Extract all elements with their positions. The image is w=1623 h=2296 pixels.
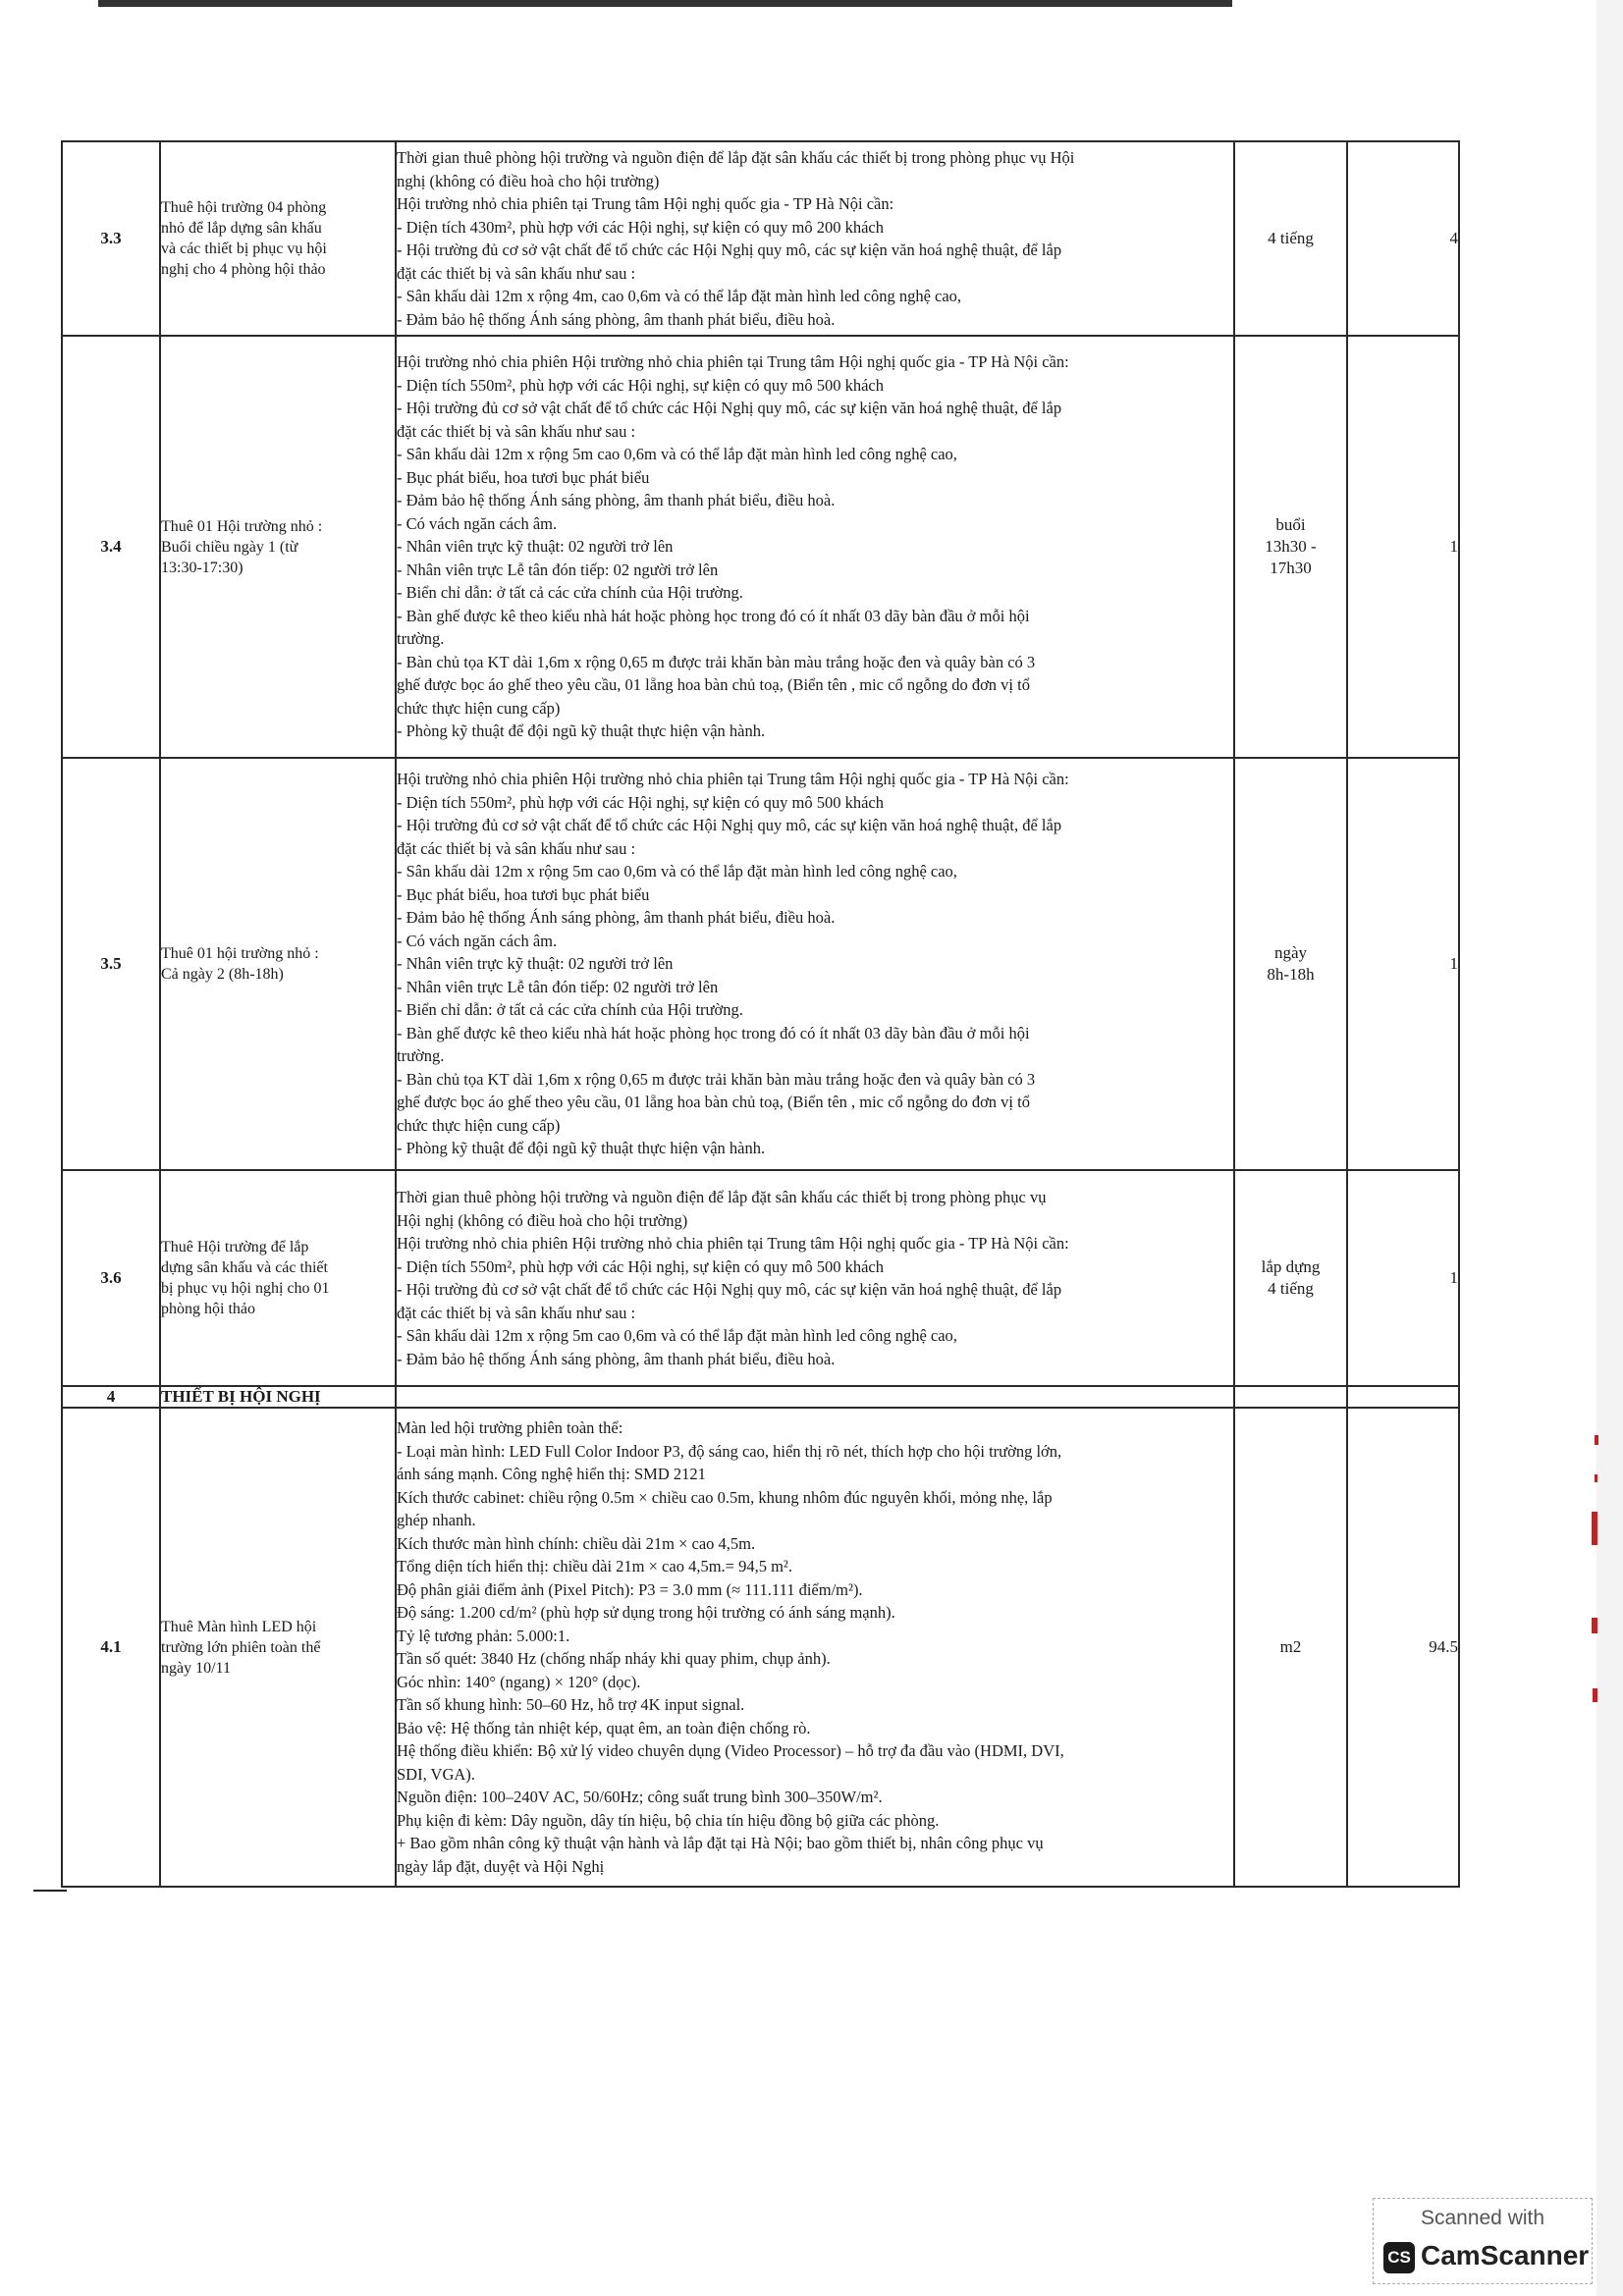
desc-line: - Bục phát biểu, hoa tươi bục phát biểu [397,884,650,904]
item-unit [1234,758,1347,1170]
unit-line: 13h30 - [1265,537,1317,556]
desc-line: - Bàn ghế được kê theo kiểu nhà hát hoặc phòng học trong đó có ít nhất 03 dãy bàn đầu ở mỗi hội [397,606,1030,625]
unit-line: lắp dựng [1261,1257,1321,1276]
unit-line: 17h30 [1270,559,1312,577]
name-line: dựng sân khấu và các thiết [161,1259,328,1276]
desc-line: ghế được bọc áo ghế theo yêu cầu, 01 lẵng hoa bàn chủ toạ, (Biển tên , mic cổ ngỗng do đơn vị tổ [397,675,1030,695]
desc-line: - Sân khấu dài 12m x rộng 4m, cao 0,6m và có thể lắp đặt màn hình led công nghệ cao, [397,287,962,305]
row-number: 3.5 [62,758,160,1170]
desc-line: - Hội trường đủ cơ sở vật chất để tổ chức các Hội Nghị quy mô, các sự kiện văn hoá nghệ thuật, để lắp [397,816,1062,835]
desc-line: - Bàn ghế được kê theo kiểu nhà hát hoặc phòng học trong đó có ít nhất 03 dãy bàn đầu ở mỗi hội [397,1023,1030,1042]
desc-line: đặt các thiết bị và sân khấu như sau : [397,1303,636,1322]
section-title: THIẾT BỊ HỘI NGHỊ [160,1386,396,1408]
desc-line: chức thực hiện cung cấp) [397,698,561,718]
desc-line: - Phòng kỹ thuật để đội ngũ kỹ thuật thực hiện vận hành. [397,721,766,741]
item-name [160,758,396,1170]
name-line: Thuê Hội trường để lắp [161,1239,309,1255]
desc-line: Hội trường nhỏ chia phiên tại Trung tâm Hội nghị quốc gia - TP Hà Nội cần: [397,194,894,213]
desc-line: - Hội trường đủ cơ sở vật chất để tổ chức các Hội Nghị quy mô, các sự kiện văn hoá nghệ thuật, để lắp [397,1280,1062,1299]
desc-line: - Sân khấu dài 12m x rộng 5m cao 0,6m và có thể lắp đặt màn hình led công nghệ cao, [397,862,957,881]
desc-line: đặt các thiết bị và sân khấu như sau : [397,838,636,858]
section-empty-cell [396,1386,1234,1408]
item-description [396,1408,1234,1887]
desc-line: ghế được bọc áo ghế theo yêu cầu, 01 lẵng hoa bàn chủ toạ, (Biển tên , mic cổ ngỗng do đơn vị tổ [397,1093,1030,1112]
name-line: Cả ngày 2 (8h-18h) [161,966,284,983]
item-quantity: 1 [1347,1170,1459,1386]
desc-line: - Sân khấu dài 12m x rộng 5m cao 0,6m và có thể lắp đặt màn hình led công nghệ cao, [397,1326,957,1345]
section-empty-cell [1347,1386,1459,1408]
item-unit [1234,141,1347,336]
name-line: Thuê Màn hình LED hội [161,1618,317,1635]
name-line: ngày 10/11 [161,1659,231,1677]
section-number: 4 [62,1386,160,1408]
desc-line: - Biển chỉ dẫn: ở tất cả các cửa chính của Hội trường. [397,583,743,603]
desc-line: Bảo vệ: Hệ thống tản nhiệt kép, quạt êm, an toàn điện chống rò. [397,1718,811,1737]
table-section-header [62,1386,1459,1408]
unit-line: 4 tiếng [1268,1279,1314,1298]
desc-line: nghị (không có điều hoà cho hội trường) [397,171,660,190]
table-row-3-6 [62,1170,1459,1386]
desc-line: ngày lắp đặt, duyệt và Hội Nghị [397,1856,605,1876]
desc-line: - Đảm bảo hệ thống Ánh sáng phòng, âm thanh phát biểu, điều hoà. [397,491,836,510]
name-line: và các thiết bị phục vụ hội [161,240,327,257]
item-quantity: 94.5 [1347,1408,1459,1887]
desc-line: Phụ kiện đi kèm: Dây nguồn, dây tín hiệu, bộ chia tín hiệu đồng bộ giữa các phòng. [397,1810,940,1830]
name-line: 13:30-17:30) [161,559,243,576]
item-description [396,758,1234,1170]
desc-line: - Diện tích 550m², phù hợp với các Hội nghị, sự kiện có quy mô 500 khách [397,1256,885,1276]
desc-line: đặt các thiết bị và sân khấu như sau : [397,421,636,441]
item-quantity: 1 [1347,758,1459,1170]
desc-line: - Bàn chủ tọa KT dài 1,6m x rộng 0,65 m được trải khăn bàn màu trắng hoặc đen và quây bàn có 3 [397,1069,1036,1089]
desc-line: - Biển chỉ dẫn: ở tất cả các cửa chính của Hội trường. [397,1000,743,1020]
item-name [160,1170,396,1386]
desc-line: Hệ thống điều khiển: Bộ xử lý video chuyên dụng (Video Processor) – hỗ trợ đa đầu vào (HDMI, DVI, [397,1741,1064,1760]
item-unit [1234,336,1347,758]
item-description [396,336,1234,758]
item-quantity: 4 [1347,141,1459,336]
desc-line: Tần số khung hình: 50–60 Hz, hỗ trợ 4K input signal. [397,1695,745,1714]
desc-line: ghép nhanh. [397,1511,476,1529]
name-line: Thuê hội trường 04 phòng [161,199,327,216]
row-number: 4.1 [62,1408,160,1887]
desc-line: chức thực hiện cung cấp) [397,1115,561,1135]
name-line: bị phục vụ hội nghị cho 01 [161,1280,330,1297]
desc-line: Hội trường nhỏ chia phiên Hội trường nhỏ chia phiên tại Trung tâm Hội nghị quốc gia - TP Hà Nội cần: [397,770,1069,789]
desc-line: SDI, VGA). [397,1764,475,1784]
red-mark-4 [1592,1618,1597,1633]
item-unit [1234,1170,1347,1386]
unit-line: ngày [1273,943,1308,962]
desc-line: - Nhân viên trực kỹ thuật: 02 người trở lên [397,537,674,557]
unit-line: buổi [1275,515,1306,534]
desc-line: Tỷ lệ tương phản: 5.000:1. [397,1626,570,1645]
desc-line: Nguồn điện: 100–240V AC, 50/60Hz; công suất trung bình 300–350W/m². [397,1788,883,1806]
desc-line: - Đảm bảo hệ thống Ánh sáng phòng, âm thanh phát biểu, điều hoà. [397,1349,836,1368]
desc-line: - Diện tích 430m², phù hợp với các Hội nghị, sự kiện có quy mô 200 khách [397,217,885,237]
camscanner-badge [1373,2198,1593,2284]
desc-line: - Loại màn hình: LED Full Color Indoor P3, độ sáng cao, hiển thị rõ nét, thích hợp cho hội trường lớn, [397,1441,1062,1461]
desc-line: - Nhân viên trực Lễ tân đón tiếp: 02 người trở lên [397,977,719,996]
desc-line: Hội trường nhỏ chia phiên Hội trường nhỏ chia phiên tại Trung tâm Hội nghị quốc gia - TP Hà Nội cần: [397,1234,1069,1253]
desc-line: Góc nhìn: 140° (ngang) × 120° (dọc). [397,1672,641,1691]
unit-line: m2 [1279,1637,1302,1656]
desc-line: Màn led hội trường phiên toàn thể: [397,1418,623,1437]
name-line: nghị cho 4 phòng hội thảo [161,261,326,278]
desc-line: + Bao gồm nhân công kỹ thuật vận hành và lắp đặt tại Hà Nội; bao gồm thiết bị, nhân công phục vụ [397,1834,1044,1852]
table-row-3-5 [62,758,1459,1170]
row-number: 3.6 [62,1170,160,1386]
camscanner-logo-icon: CS [1383,2242,1415,2273]
desc-line: - Diện tích 550m², phù hợp với các Hội nghị, sự kiện có quy mô 500 khách [397,792,885,812]
unit-line: 8h-18h [1267,965,1315,984]
desc-line: Thời gian thuê phòng hội trường và nguồn điện để lắp đặt sân khấu các thiết bị trong phòng phục vụ Hội [397,148,1075,167]
desc-line: ánh sáng mạnh. Công nghệ hiển thị: SMD 2121 [397,1465,706,1483]
table-row-4-1 [62,1408,1459,1887]
desc-line: Độ phân giải điểm ảnh (Pixel Pitch): P3 = 3.0 mm (≈ 111.111 điểm/m²). [397,1579,863,1599]
desc-line: - Diện tích 550m², phù hợp với các Hội nghị, sự kiện có quy mô 500 khách [397,375,885,395]
item-name [160,336,396,758]
desc-line: - Có vách ngăn cách âm. [397,513,558,533]
desc-line: - Hội trường đủ cơ sở vật chất để tổ chức các Hội Nghị quy mô, các sự kiện văn hoá nghệ thuật, để lắp [397,399,1062,418]
section-empty-cell [1234,1386,1347,1408]
desc-line: đặt các thiết bị và sân khấu như sau : [397,263,636,283]
item-unit [1234,1408,1347,1887]
table-row-3-3 [62,141,1459,336]
desc-line: - Sân khấu dài 12m x rộng 5m cao 0,6m và có thể lắp đặt màn hình led công nghệ cao, [397,445,957,464]
item-description [396,1170,1234,1386]
item-name [160,141,396,336]
badge-scanned-with: Scanned with [1420,2207,1545,2229]
red-mark-5 [1593,1688,1597,1702]
desc-line: Hội trường nhỏ chia phiên Hội trường nhỏ chia phiên tại Trung tâm Hội nghị quốc gia - TP Hà Nội cần: [397,352,1069,372]
item-quantity: 1 [1347,336,1459,758]
desc-line: trường. [397,629,445,649]
specification-table [61,140,1460,1888]
desc-line: Tổng diện tích hiển thị: chiều dài 21m × cao 4,5m.= 94,5 m². [397,1557,792,1575]
name-line: Thuê 01 hội trường nhỏ : [161,945,319,962]
desc-line: - Nhân viên trực Lễ tân đón tiếp: 02 người trở lên [397,560,719,579]
row-number: 3.4 [62,336,160,758]
desc-line: - Có vách ngăn cách âm. [397,931,558,950]
scan-top-edge [98,0,1232,7]
desc-line: - Bục phát biểu, hoa tươi bục phát biểu [397,467,650,487]
scan-right-margin [1596,0,1623,2296]
name-line: Buổi chiều ngày 1 (từ [161,538,298,556]
name-line: trường lớn phiên toàn thể [161,1638,321,1656]
red-mark-1 [1595,1435,1598,1445]
desc-line: - Hội trường đủ cơ sở vật chất để tổ chức các Hội Nghị quy mô, các sự kiện văn hoá nghệ thuật, để lắp [397,240,1062,259]
desc-line: - Đảm bảo hệ thống Ánh sáng phòng, âm thanh phát biểu, điều hoà. [397,309,836,329]
name-line: phòng hội thảo [161,1301,255,1317]
row-number: 3.3 [62,141,160,336]
red-mark-3 [1592,1512,1597,1545]
item-description [396,141,1234,336]
red-mark-2 [1595,1474,1597,1482]
desc-line: - Bàn chủ tọa KT dài 1,6m x rộng 0,65 m được trải khăn bàn màu trắng hoặc đen và quây bàn có 3 [397,652,1036,671]
desc-line: Kích thước cabinet: chiều rộng 0.5m × chiều cao 0.5m, khung nhôm đúc nguyên khối, mỏng nhẹ, lắp [397,1487,1053,1507]
desc-line: Hội nghị (không có điều hoà cho hội trường) [397,1210,688,1230]
badge-brand: CamScanner [1421,2240,1590,2270]
unit-line: 4 tiếng [1268,229,1314,247]
desc-line: trường. [397,1046,445,1066]
name-line: Thuê 01 Hội trường nhỏ : [161,517,323,535]
desc-line: Độ sáng: 1.200 cd/m² (phù hợp sử dụng trong hội trường có ánh sáng mạnh). [397,1603,895,1622]
desc-line: - Phòng kỹ thuật để đội ngũ kỹ thuật thực hiện vận hành. [397,1139,766,1158]
desc-line: Thời gian thuê phòng hội trường và nguồn điện để lắp đặt sân khấu các thiết bị trong phòng phục vụ [397,1188,1047,1206]
desc-line: - Nhân viên trực kỹ thuật: 02 người trở lên [397,954,674,974]
name-line: nhỏ để lắp dựng sân khấu [161,220,322,237]
item-name [160,1408,396,1887]
desc-line: Kích thước màn hình chính: chiều dài 21m × cao 4,5m. [397,1533,756,1553]
scan-left-mark [33,1890,67,1892]
desc-line: - Đảm bảo hệ thống Ánh sáng phòng, âm thanh phát biểu, điều hoà. [397,908,836,928]
table-row-3-4 [62,336,1459,758]
desc-line: Tần số quét: 3840 Hz (chống nhấp nháy khi quay phim, chụp ảnh). [397,1649,831,1668]
